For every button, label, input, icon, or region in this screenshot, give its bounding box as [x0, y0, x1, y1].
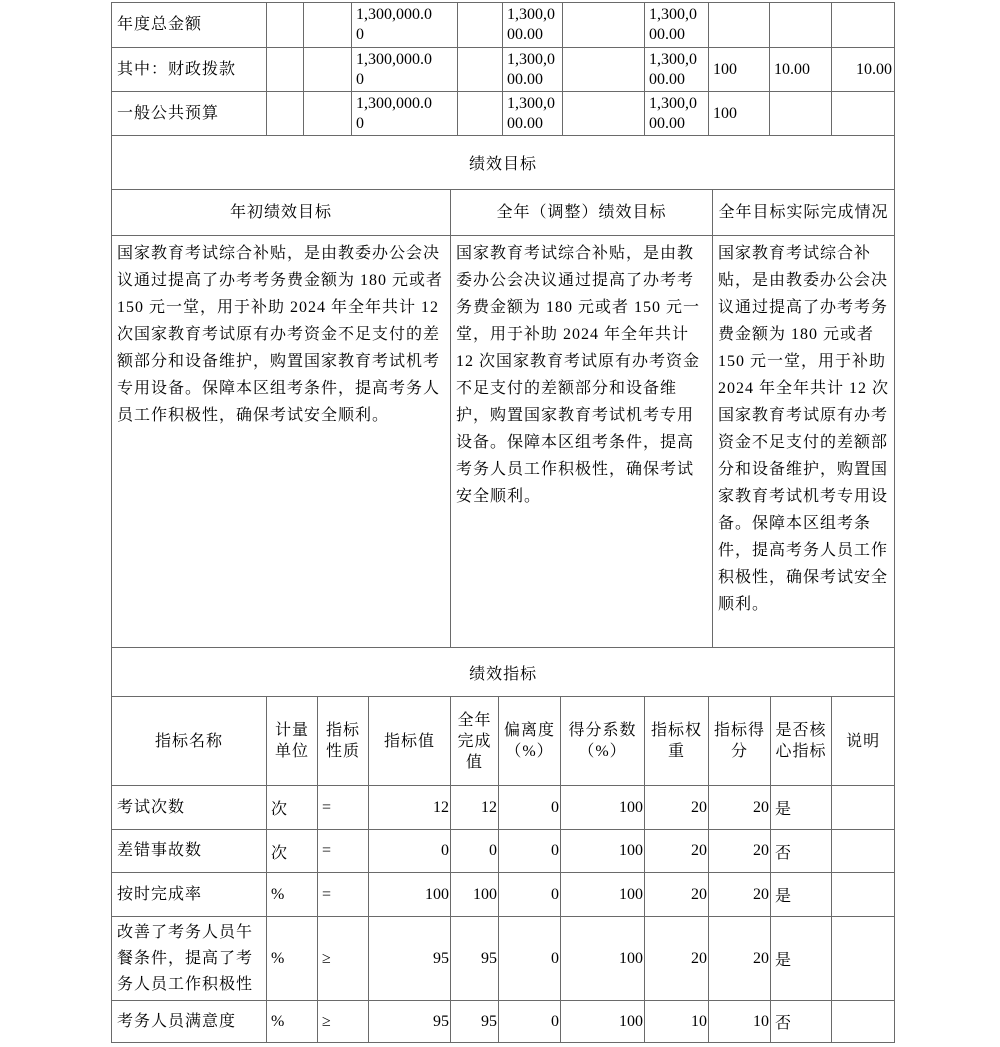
note-cell — [832, 917, 895, 1001]
header-core-indicator: 是否核心指标 — [771, 697, 832, 786]
empty-cell — [267, 48, 304, 92]
unit-cell: 次 — [267, 786, 318, 830]
header-actual-completion: 全年目标实际完成情况 — [713, 190, 895, 236]
header-completed-value: 全年完成值 — [451, 697, 499, 786]
target-value-cell: 95 — [369, 1001, 451, 1043]
empty-cell — [458, 92, 503, 136]
amount-cell: 1,300,000.00 — [503, 3, 563, 48]
core-indicator-cell: 是 — [771, 786, 832, 830]
value-cell: 100 — [709, 92, 770, 136]
amount-cell: 1,300,000.00 — [645, 3, 709, 48]
empty-cell — [458, 48, 503, 92]
indicator-name: 差错事故数 — [112, 830, 267, 873]
deviation-cell: 0 — [499, 830, 561, 873]
amount-cell: 1,300,000.00 — [352, 92, 458, 136]
completed-value-cell: 95 — [451, 1001, 499, 1043]
core-indicator-cell: 是 — [771, 917, 832, 1001]
section-title: 绩效目标 — [112, 136, 895, 190]
deviation-cell: 0 — [499, 873, 561, 917]
header-initial-target: 年初绩效目标 — [112, 190, 451, 236]
empty-cell — [304, 92, 352, 136]
nature-cell: = — [318, 873, 369, 917]
deviation-cell: 0 — [499, 917, 561, 1001]
empty-cell — [267, 3, 304, 48]
unit-cell: % — [267, 1001, 318, 1043]
completed-value-cell: 95 — [451, 917, 499, 1001]
completed-value-cell: 0 — [451, 830, 499, 873]
empty-cell — [563, 48, 645, 92]
amount-cell: 1,300,000.00 — [503, 92, 563, 136]
funding-summary-table — [111, 2, 895, 136]
core-indicator-cell: 否 — [771, 830, 832, 873]
table-row — [112, 48, 895, 92]
value-cell — [832, 3, 895, 48]
value-cell — [770, 92, 832, 136]
header-unit: 计量单位 — [267, 697, 318, 786]
header-weight: 指标权重 — [645, 697, 709, 786]
header-score-coefficient: 得分系数（%） — [561, 697, 645, 786]
section-title-row — [112, 136, 895, 190]
table-row — [112, 873, 895, 917]
value-cell: 10.00 — [832, 48, 895, 92]
weight-cell: 20 — [645, 830, 709, 873]
header-indicator-name: 指标名称 — [112, 697, 267, 786]
header-adjusted-target: 全年（调整）绩效目标 — [451, 190, 713, 236]
table-row — [112, 92, 895, 136]
row-label: 一般公共预算 — [112, 92, 267, 136]
indicator-name: 改善了考务人员午餐条件，提高了考务人员工作积极性 — [112, 917, 267, 1001]
amount-cell: 1,300,000.00 — [645, 92, 709, 136]
value-cell: 10.00 — [770, 48, 832, 92]
core-indicator-cell: 是 — [771, 873, 832, 917]
performance-indicators-table — [111, 647, 895, 1043]
note-cell — [832, 786, 895, 830]
core-indicator-cell: 否 — [771, 1001, 832, 1043]
score-cell: 20 — [709, 786, 771, 830]
unit-cell: 次 — [267, 830, 318, 873]
completed-value-cell: 12 — [451, 786, 499, 830]
empty-cell — [563, 3, 645, 48]
coefficient-cell: 100 — [561, 786, 645, 830]
indicator-name: 考试次数 — [112, 786, 267, 830]
weight-cell: 20 — [645, 917, 709, 1001]
amount-cell: 1,300,000.00 — [352, 3, 458, 48]
table-row — [112, 1001, 895, 1043]
target-value-cell: 0 — [369, 830, 451, 873]
score-cell: 10 — [709, 1001, 771, 1043]
value-cell — [709, 3, 770, 48]
coefficient-cell: 100 — [561, 917, 645, 1001]
nature-cell: = — [318, 786, 369, 830]
table-row — [112, 917, 895, 1001]
empty-cell — [267, 92, 304, 136]
budget-performance-document — [111, 2, 894, 1043]
row-label: 其中：财政拨款 — [112, 48, 267, 92]
value-cell — [832, 92, 895, 136]
empty-cell — [304, 48, 352, 92]
weight-cell: 20 — [645, 786, 709, 830]
empty-cell — [304, 3, 352, 48]
amount-cell: 1,300,000.00 — [503, 48, 563, 92]
completed-value-cell: 100 — [451, 873, 499, 917]
nature-cell: = — [318, 830, 369, 873]
header-deviation: 偏离度（%） — [499, 697, 561, 786]
value-cell — [770, 3, 832, 48]
adjusted-target-text: 国家教育考试综合补贴，是由教委办公会决议通过提高了办考考务费金额为 180 元或者 150 元一堂，用于补助 2024 年全年共计 12 次国家教育考试原有办考资金不足支付的差额部分和设备维护，购置国家教育考试机考专用设备。保障本区组考条件，提高考务人员工作积极性，确保考试安全顺利。 — [451, 236, 713, 648]
amount-cell: 1,300,000.00 — [645, 48, 709, 92]
target-value-cell: 100 — [369, 873, 451, 917]
unit-cell: % — [267, 917, 318, 1001]
deviation-cell: 0 — [499, 1001, 561, 1043]
header-score: 指标得分 — [709, 697, 771, 786]
header-row — [112, 190, 895, 236]
row-label: 年度总金额 — [112, 3, 267, 48]
table-row — [112, 830, 895, 873]
actual-completion-text: 国家教育考试综合补贴，是由教委办公会决议通过提高了办考考务费金额为 180 元或者 150 元一堂，用于补助 2024 年全年共计 12 次国家教育考试原有办考资金不足支付的差额部分和设备维护，购置国家教育考试机考专用设备。保障本区组考条件，提高考务人员工作积极性，确保考试安全顺利。 — [713, 236, 895, 648]
weight-cell: 10 — [645, 1001, 709, 1043]
coefficient-cell: 100 — [561, 1001, 645, 1043]
target-value-cell: 95 — [369, 917, 451, 1001]
note-cell — [832, 1001, 895, 1043]
header-row — [112, 697, 895, 786]
score-cell: 20 — [709, 873, 771, 917]
table-row — [112, 236, 895, 648]
weight-cell: 20 — [645, 873, 709, 917]
section-title-row — [112, 648, 895, 697]
coefficient-cell: 100 — [561, 830, 645, 873]
target-value-cell: 12 — [369, 786, 451, 830]
header-nature: 指标性质 — [318, 697, 369, 786]
coefficient-cell: 100 — [561, 873, 645, 917]
header-note: 说明 — [832, 697, 895, 786]
table-row — [112, 3, 895, 48]
performance-targets-table — [111, 135, 895, 648]
deviation-cell: 0 — [499, 786, 561, 830]
empty-cell — [458, 3, 503, 48]
indicator-name: 考务人员满意度 — [112, 1001, 267, 1043]
note-cell — [832, 830, 895, 873]
initial-target-text: 国家教育考试综合补贴，是由教委办公会决议通过提高了办考考务费金额为 180 元或者 150 元一堂，用于补助 2024 年全年共计 12 次国家教育考试原有办考资金不足支付的差额部分和设备维护，购置国家教育考试机考专用设备。保障本区组考条件，提高考务人员工作积极性，确保考试安全顺利。 — [112, 236, 451, 648]
score-cell: 20 — [709, 830, 771, 873]
header-target-value: 指标值 — [369, 697, 451, 786]
unit-cell: % — [267, 873, 318, 917]
empty-cell — [563, 92, 645, 136]
nature-cell: ≥ — [318, 917, 369, 1001]
indicator-name: 按时完成率 — [112, 873, 267, 917]
amount-cell: 1,300,000.00 — [352, 48, 458, 92]
score-cell: 20 — [709, 917, 771, 1001]
section-title: 绩效指标 — [112, 648, 895, 697]
value-cell: 100 — [709, 48, 770, 92]
table-row — [112, 786, 895, 830]
nature-cell: ≥ — [318, 1001, 369, 1043]
note-cell — [832, 873, 895, 917]
